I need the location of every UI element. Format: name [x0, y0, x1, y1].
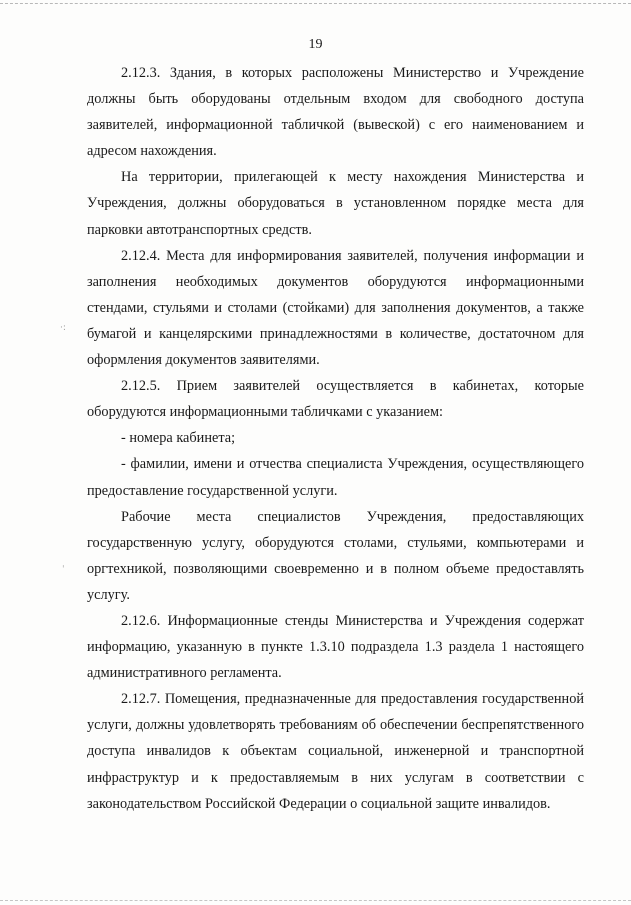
paragraph-2-12-6: 2.12.6. Информационные стенды Министерства и Учреждения содержат информацию, указанную в пункте 1.3.10 подраздела 1.3 раздела 1 настоящего административного регламента.: [87, 612, 584, 682]
list-item-specialist-name: - фамилии, имени и отчества специалиста Учреждения, осуществляющего предоставление государственной услуги.: [87, 456, 584, 499]
scan-speck: ˈ: [62, 565, 65, 575]
scan-edge-top: [0, 3, 631, 4]
paragraph-2-12-7: 2.12.7. Помещения, предназначенные для предоставления государственной услуги, должны удовлетворять требованиям об обеспечении беспрепятственного доступа инвалидов к объектам социальной, инженерной и транспортной инфраструктур и к предоставляемым в них услугам в соответствии с законодательством Российской Федерации о социальной защите инвалидов.: [87, 691, 584, 812]
document-body: [87, 60, 584, 817]
paragraph-2-12-5: 2.12.5. Прием заявителей осуществляется в кабинетах, которые оборудуются информационными табличками с указанием:: [87, 378, 584, 421]
list-item-room-number: - номера кабинета;: [121, 430, 236, 447]
paragraph-workplaces: Рабочие места специалистов Учреждения, предоставляющих государственную услугу, оборудуются столами, стульями, компьютерами и оргтехникой, позволяющими своевременно и в полном объеме предоставлять услугу.: [87, 508, 584, 603]
paragraph-2-12-3: 2.12.3. Здания, в которых расположены Министерство и Учреждение должны быть оборудованы отдельным входом для свободного доступа заявителей, информационной табличкой (вывеской) с его наименованием и адресом нахождения.: [87, 65, 584, 160]
scan-edge-bottom: [0, 900, 631, 901]
paragraph-parking: На территории, прилегающей к месту нахождения Министерства и Учреждения, должны оборудоваться в установленном порядке места для парковки автотранспортных средств.: [87, 169, 584, 238]
page-number: 19: [308, 37, 323, 52]
scan-speck: ·:: [60, 323, 66, 333]
paragraph-2-12-4: 2.12.4. Места для информирования заявителей, получения информации и заполнения необходимых документов оборудуются информационными стендами, стульями и столами (стойками) для заполнения документов, а также бумагой и канцелярскими принадлежностями в количестве, достаточном для оформления документов заявителями.: [87, 247, 584, 369]
